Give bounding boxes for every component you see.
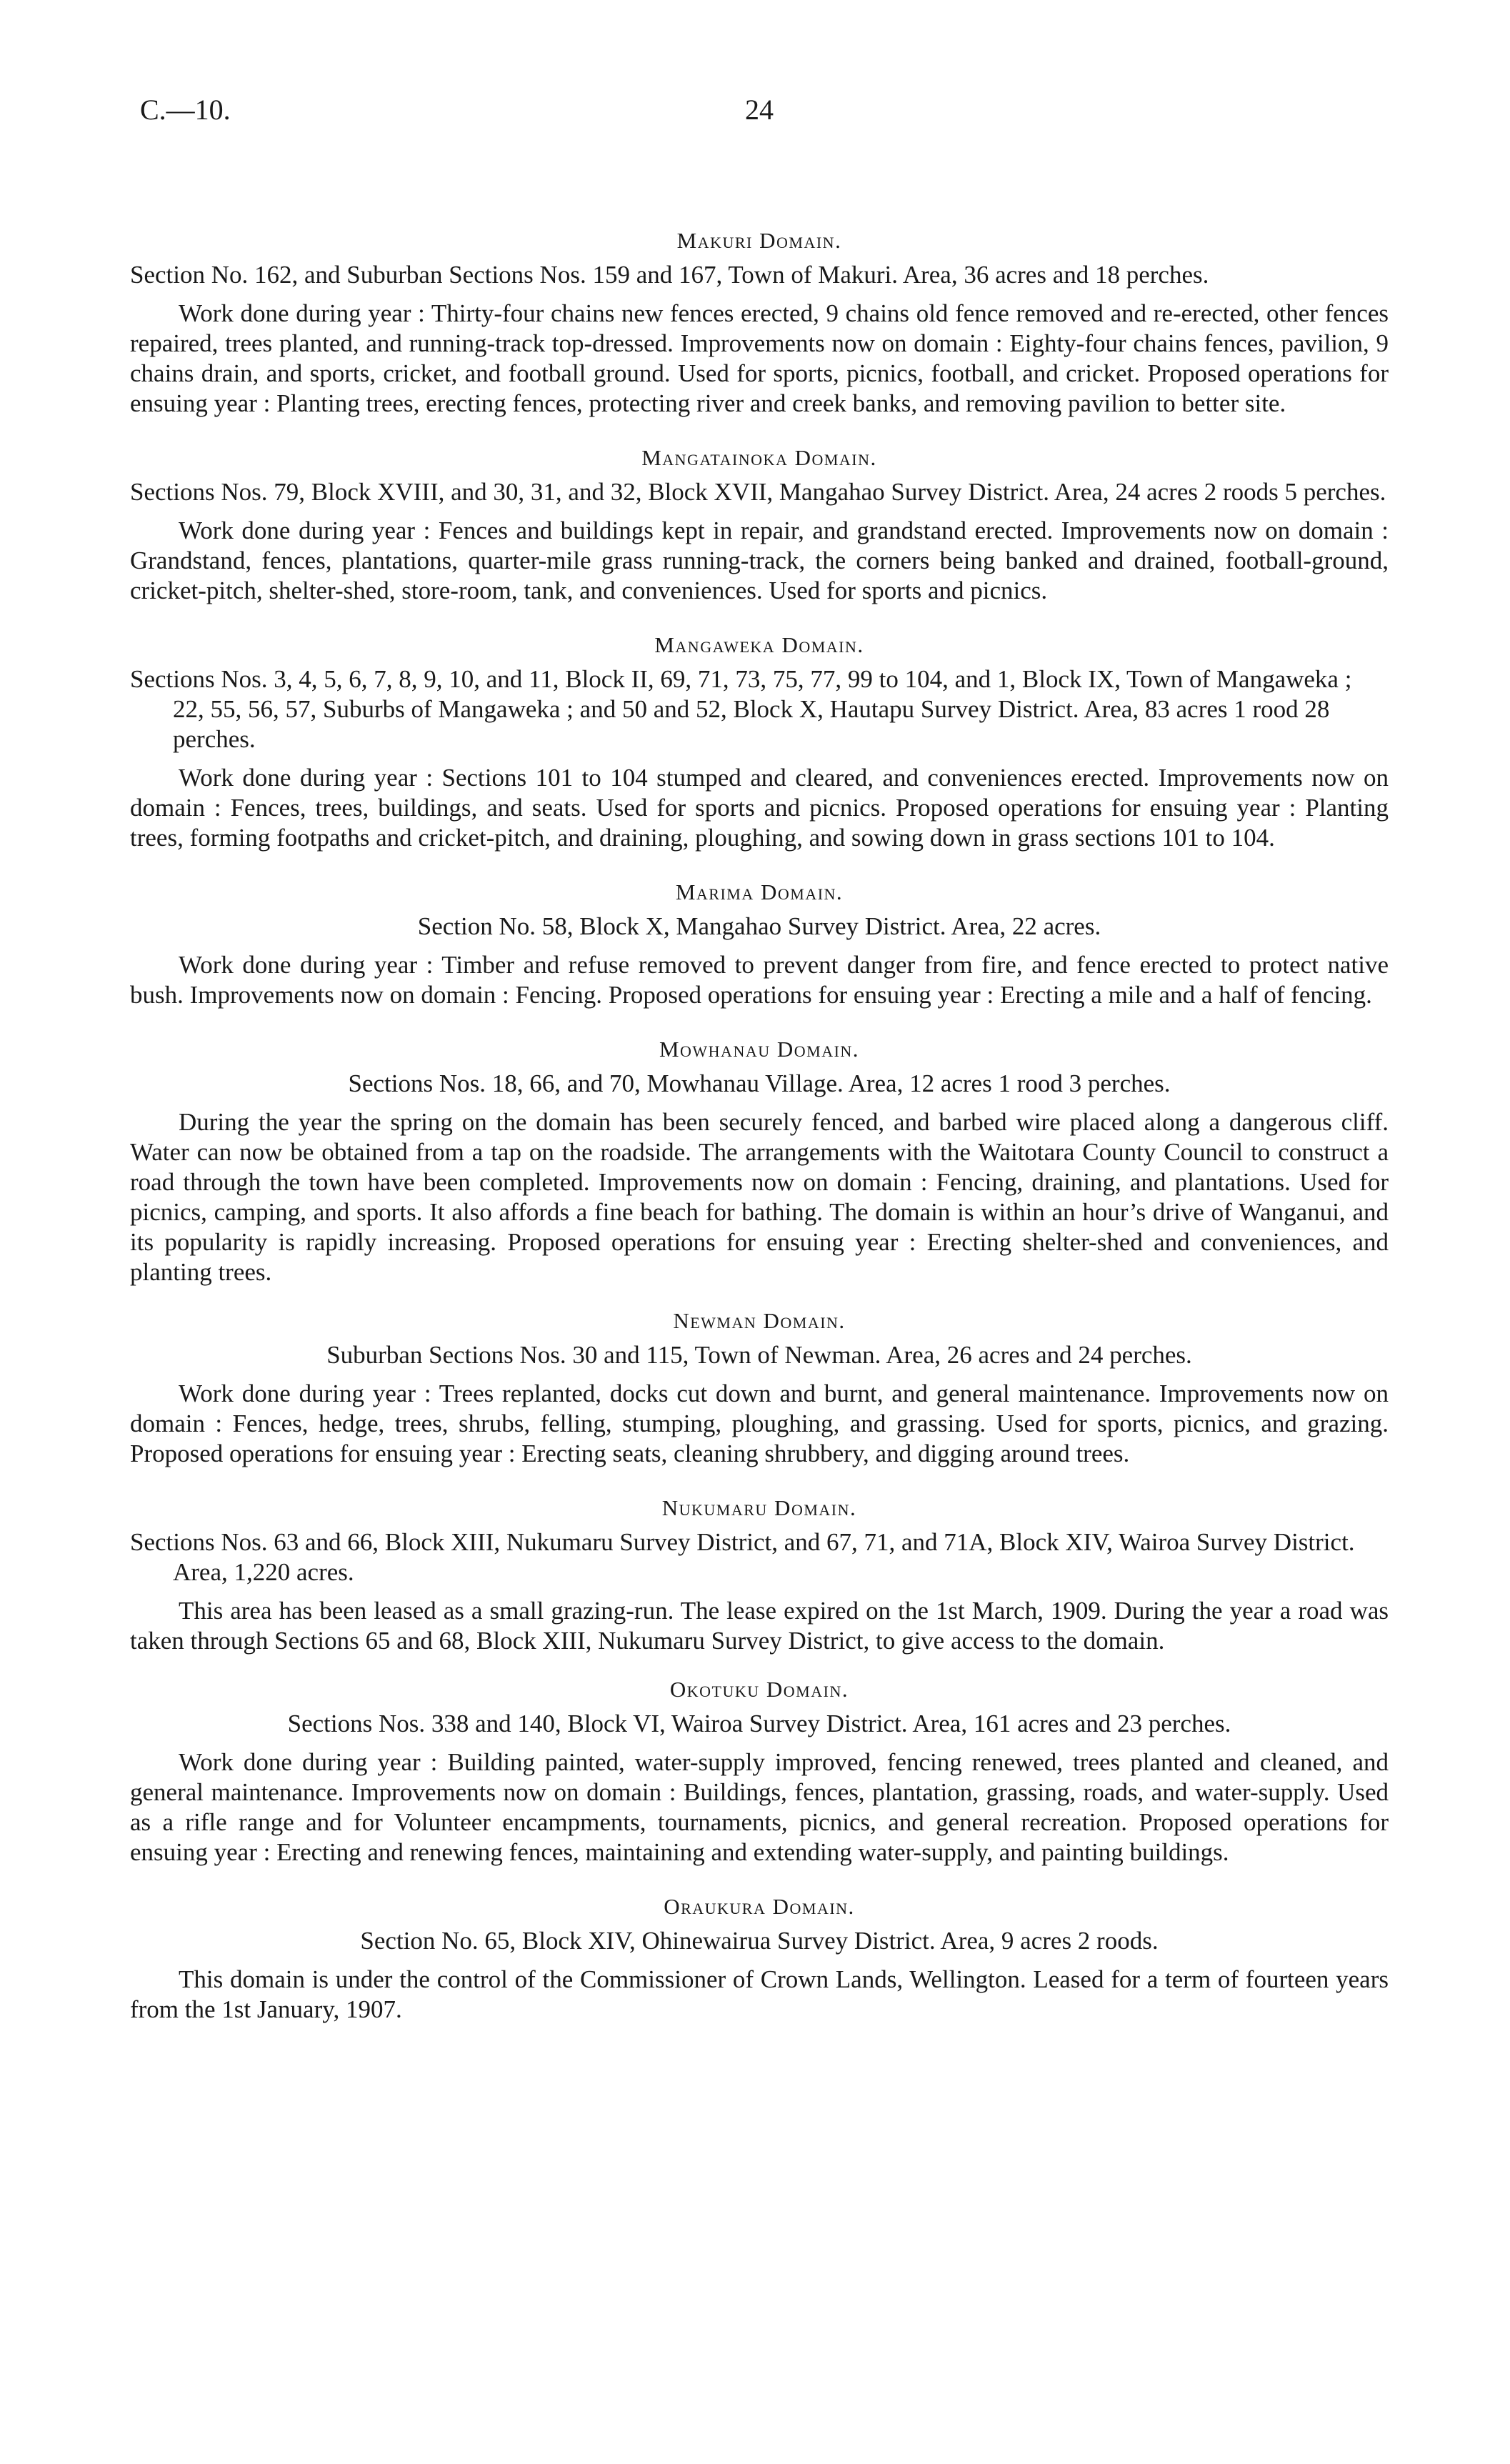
domain-sections: Sections Nos. 3, 4, 5, 6, 7, 8, 9, 10, and 11, Block II, 69, 71, 73, 75, 77, 99 to 104, and 1, Block IX, Town of Mangaweka ; 22, 55, 56, 57, Suburbs of Mangaweka ; and 50 and 52, Block X, Hautapu Survey District. Area, 83 acres 1 rood 28 perches. xyxy=(130,665,1352,753)
domain-title: Mowhanau Domain. xyxy=(659,1037,860,1062)
domain-title: Oraukura Domain. xyxy=(664,1894,855,1919)
domain-newman xyxy=(130,1306,1389,1469)
domain-body: Work done during year : Timber and refuse removed to prevent danger from fire, and fence erected to protect native bush. Improvements now on domain : Fencing. Proposed operations for ensuing year : Erecting a mile and a half of fencing. xyxy=(130,951,1389,1009)
domain-nukumaru xyxy=(130,1493,1389,1656)
domain-sections: Sections Nos. 338 and 140, Block VI, Wairoa Survey District. Area, 161 acres and 23 perches. xyxy=(287,1710,1231,1737)
domain-mowhanau xyxy=(130,1034,1389,1287)
report-code: C.—10. xyxy=(140,94,231,126)
domain-title: Mangaweka Domain. xyxy=(654,632,864,657)
domain-body: This domain is under the control of the Commissioner of Crown Lands, Wellington. Leased for a term of fourteen years from the 1st January, 1907. xyxy=(130,1965,1389,2023)
domain-sections: Sections Nos. 63 and 66, Block XIII, Nukumaru Survey District, and 67, 71, and 71A, Block XIV, Wairoa Survey District. Area, 1,220 acres. xyxy=(130,1528,1355,1586)
domain-body: Work done during year : Fences and buildings kept in repair, and grandstand erected. Improvements now on domain : Grandstand, fences, plantations, quarter-mile grass running-track, the corners being banked and drained, football-ground, cricket-pitch, shelter-shed, store-room, tank, and conveniences. Used for sports and picnics. xyxy=(130,517,1389,604)
domain-title: Marima Domain. xyxy=(675,879,844,904)
domain-sections: Sections Nos. 18, 66, and 70, Mowhanau Village. Area, 12 acres 1 rood 3 perches. xyxy=(348,1069,1171,1097)
domain-body: Work done during year : Thirty-four chains new fences erected, 9 chains old fence removed and re-erected, other fences repaired, trees planted, and running-track top-dressed. Improvements now on domain : Eighty-four chains fences, pavilion, 9 chains drain, and sports, cricket, and football ground. Used for sports, picnics, football, and cricket. Proposed operations for ensuing year : Planting trees, erecting fences, protecting river and creek banks, and removing pavilion to better site. xyxy=(130,299,1389,417)
domain-oraukura xyxy=(130,1892,1389,2025)
domain-body: Work done during year : Sections 101 to 104 stumped and cleared, and conveniences erected. Improvements now on domain : Fences, trees, buildings, and seats. Used for sports and picnics. Proposed operations for ensuing year : Planting trees, forming footpaths and cricket-pitch, and draining, ploughing, and sowing down in grass sections 101 to 104. xyxy=(130,764,1389,852)
domain-title: Newman Domain. xyxy=(673,1308,846,1333)
domain-body: This area has been leased as a small grazing-run. The lease expired on the 1st March, 1909. During the year a road was taken through Sections 65 and 68, Block XIII, Nukumaru Survey District, to give access to the domain. xyxy=(130,1597,1389,1655)
domain-body: During the year the spring on the domain has been securely fenced, and barbed wire placed along a dangerous cliff. Water can now be obtained from a tap on the roadside. The arrangements with the Waitotara County Council to construct a road through the town have been completed. Improvements now on domain : Fencing, draining, and plantations. Used for picnics, camping, and sports. It also affords a fine beach for bathing. The domain is within an hour’s drive of Wanganui, and its popularity is rapidly increasing. Proposed operations for ensuing year : Erecting shelter-shed and conveniences, and planting trees. xyxy=(130,1108,1389,1286)
domain-sections: Section No. 58, Block X, Mangahao Survey District. Area, 22 acres. xyxy=(417,912,1101,940)
domain-title: Nukumaru Domain. xyxy=(661,1495,857,1520)
domain-body: Work done during year : Trees replanted, docks cut down and burnt, and general maintenance. Improvements now on domain : Fences, hedge, trees, shrubs, felling, stumping, ploughing, and grassing. Used for sports, picnics, and grazing. Proposed operations for ensuing year : Erecting seats, cleaning shrubbery, and digging around trees. xyxy=(130,1380,1389,1467)
domain-title: Makuri Domain. xyxy=(676,228,842,253)
domain-makuri xyxy=(130,226,1389,419)
domain-title: Okotuku Domain. xyxy=(669,1677,849,1702)
domain-sections: Sections Nos. 79, Block XVIII, and 30, 31, and 32, Block XVII, Mangahao Survey District. Area, 24 acres 2 roods 5 perches. xyxy=(130,478,1386,506)
domain-title: Mangatainoka Domain. xyxy=(641,445,877,470)
domain-body: Work done during year : Building painted, water-supply improved, fencing renewed, trees planted and cleaned, and general maintenance. Improvements now on domain : Buildings, fences, plantation, grassing, roads, and water-supply. Used as a rifle range and for Volunteer encampments, tournaments, picnics, and general recreation. Proposed operations for ensuing year : Erecting and renewing fences, maintaining and extending water-supply, and painting buildings. xyxy=(130,1748,1389,1866)
domain-okotuku xyxy=(130,1675,1389,1867)
domain-sections: Suburban Sections Nos. 30 and 115, Town of Newman. Area, 26 acres and 24 perches. xyxy=(326,1341,1192,1369)
domain-mangatainoka xyxy=(130,443,1389,606)
page-header xyxy=(130,84,1389,134)
domain-sections: Section No. 162, and Suburban Sections Nos. 159 and 167, Town of Makuri. Area, 36 acres and 18 perches. xyxy=(130,261,1209,289)
domain-marima xyxy=(130,877,1389,1010)
domain-sections: Section No. 65, Block XIV, Ohinewairua Survey District. Area, 9 acres 2 roods. xyxy=(360,1927,1159,1955)
page-number: 24 xyxy=(745,94,774,126)
domain-mangaweka xyxy=(130,630,1389,853)
